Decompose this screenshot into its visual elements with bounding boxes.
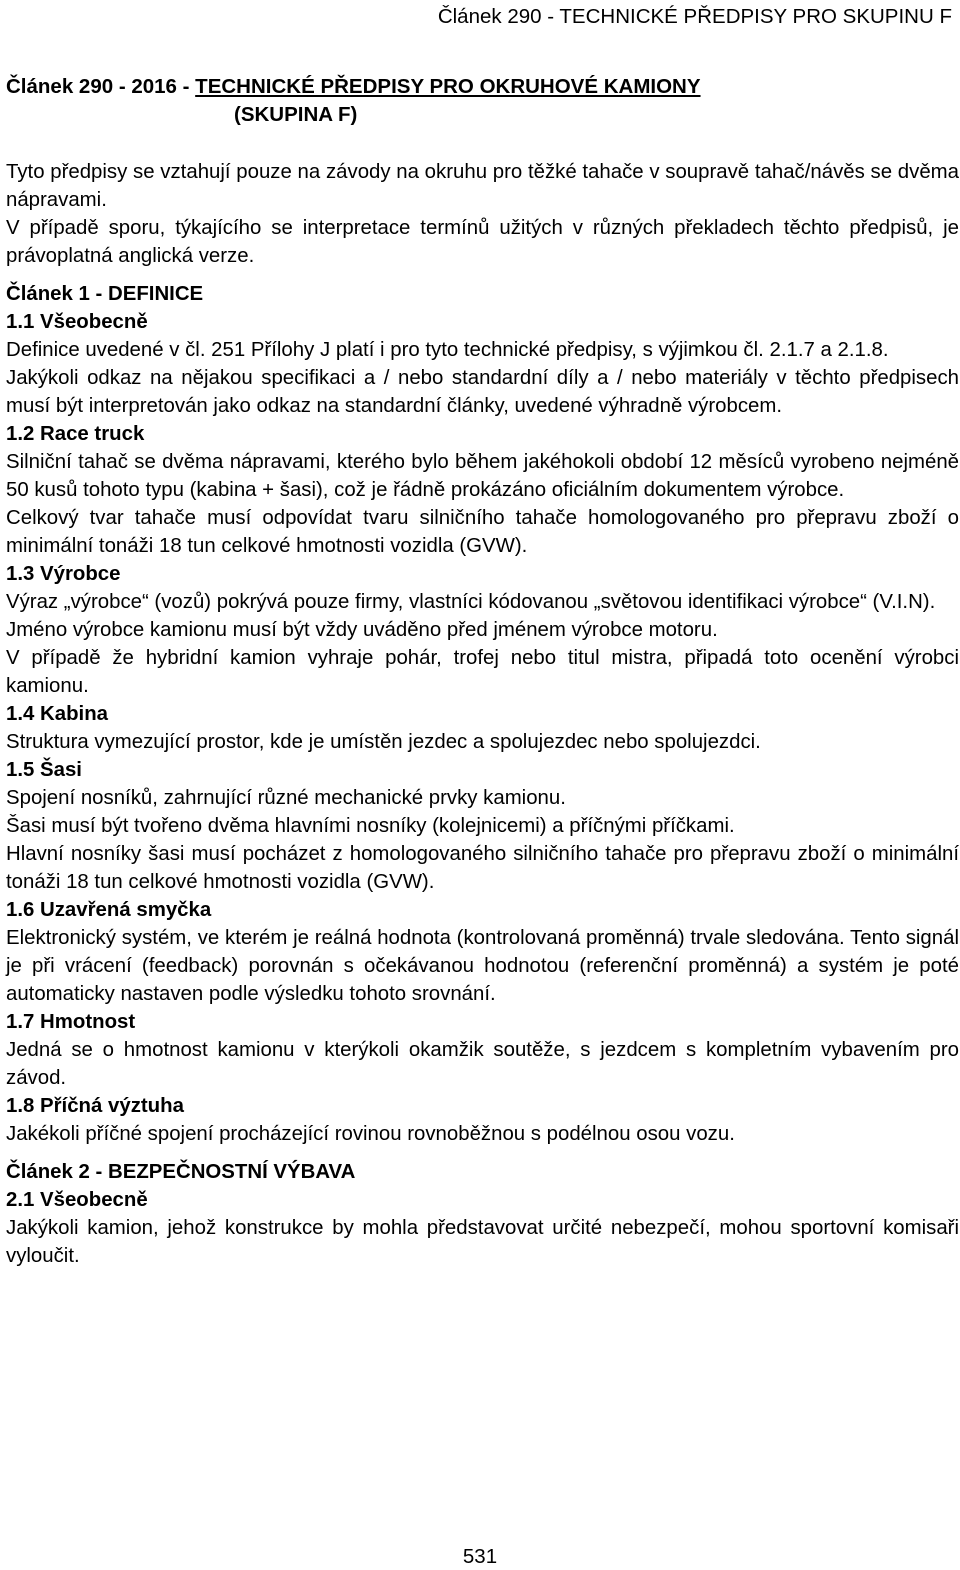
article-heading: Článek 1 - DEFINICE	[6, 283, 204, 305]
section-paragraph: Jakýkoli odkaz na nějakou specifikaci a / nebo standardní díly a / nebo materiály v těchto předpisech musí být interpretován jako odkaz na standardní články, uvedené výhradně výrobcem.	[6, 367, 959, 417]
section-paragraph: Hlavní nosníky šasi musí pocházet z homologovaného silničního tahače pro přepravu zboží o minimální tonáži 18 tun celkové hmotnosti vozidla (GVW).	[6, 843, 959, 893]
title-line-2: (SKUPINA F)	[234, 103, 358, 126]
document-title	[6, 73, 956, 129]
section-paragraph: Elektronický systém, ve kterém je reálná hodnota (kontrolovaná proměnná) trvale sledována. Tento signál je při vrácení (feedback) porovnán s očekávanou hodnotou (referenční proměnná) a systém je poté automaticky nastaven podle výsledku tohoto srovnání.	[6, 927, 959, 1005]
section-paragraph: Silniční tahač se dvěma nápravami, kterého bylo během jakéhokoli období 12 měsíců vyrobeno nejméně 50 kusů tohoto typu (kabina + šasi), což je řádně prokázáno oficiálním dokumentem výrobce.	[6, 451, 959, 501]
section-heading: 1.8 Příčná výztuha	[6, 1095, 184, 1117]
section-paragraph: Šasi musí být tvořeno dvěma hlavními nosníky (kolejnicemi) a příčnými příčkami.	[6, 815, 735, 837]
section-heading: 1.7 Hmotnost	[6, 1011, 136, 1033]
section-heading: 2.1 Všeobecně	[6, 1189, 148, 1211]
section-heading: 1.6 Uzavřená smyčka	[6, 899, 212, 921]
section-paragraph: Jakékoli příčné spojení procházející rovinou rovnoběžnou s podélnou osou vozu.	[6, 1123, 735, 1145]
section-paragraph: Výraz „výrobce“ (vozů) pokrývá pouze firmy, vlastníci kódovanou „světovou identifikaci výrobce“ (V.I.N).	[6, 591, 936, 613]
section-paragraph: Celkový tvar tahače musí odpovídat tvaru silničního tahače homologovaného pro přepravu zboží o minimální tonáži 18 tun celkové hmotnosti vozidla (GVW).	[6, 507, 959, 557]
section-paragraph: Spojení nosníků, zahrnující různé mechanické prvky kamionu.	[6, 787, 566, 809]
section-paragraph: Jméno výrobce kamionu musí být vždy uváděno před jménem výrobce motoru.	[6, 619, 718, 641]
section-paragraph: Jedná se o hmotnost kamionu v kterýkoli okamžik soutěže, s jezdcem s kompletním vybavením pro závod.	[6, 1039, 959, 1089]
section-heading: 1.1 Všeobecně	[6, 311, 148, 333]
section-paragraph: Jakýkoli kamion, jehož konstrukce by mohla představovat určité nebezpečí, mohou sportovní komisaři vyloučit.	[6, 1217, 959, 1267]
section-paragraph: Struktura vymezující prostor, kde je umístěn jezdec a spolujezdec nebo spolujezdci.	[6, 731, 761, 753]
section-heading: 1.2 Race truck	[6, 423, 145, 445]
section-paragraph: Definice uvedené v čl. 251 Přílohy J platí i pro tyto technické předpisy, s výjimkou čl. 2.1.7 a 2.1.8.	[6, 339, 889, 361]
title-underlined: TECHNICKÉ PŘEDPISY PRO OKRUHOVÉ KAMIONY	[195, 75, 701, 98]
section-heading: 1.4 Kabina	[6, 703, 108, 725]
document-body	[6, 158, 959, 1270]
intro-paragraph: V případě sporu, týkajícího se interpretace termínů užitých v různých překladech těchto předpisů, je právoplatná anglická verze.	[6, 217, 959, 267]
intro-paragraph: Tyto předpisy se vztahují pouze na závody na okruhu pro těžké tahače v soupravě tahač/návěs se dvěma nápravami.	[6, 161, 959, 211]
article-heading: Článek 2 - BEZPEČNOSTNÍ VÝBAVA	[6, 1161, 356, 1183]
running-header: Článek 290 - TECHNICKÉ PŘEDPISY PRO SKUPINU F	[437, 5, 952, 28]
section-paragraph: V případě že hybridní kamion vyhraje pohár, trofej nebo titul mistra, připadá toto ocenění výrobci kamionu.	[6, 647, 959, 697]
page-number: 531	[462, 1545, 498, 1568]
title-prefix: Článek 290 - 2016 -	[6, 75, 196, 98]
section-heading: 1.3 Výrobce	[6, 563, 121, 585]
title-line-1	[6, 73, 956, 101]
section-heading: 1.5 Šasi	[6, 759, 82, 781]
